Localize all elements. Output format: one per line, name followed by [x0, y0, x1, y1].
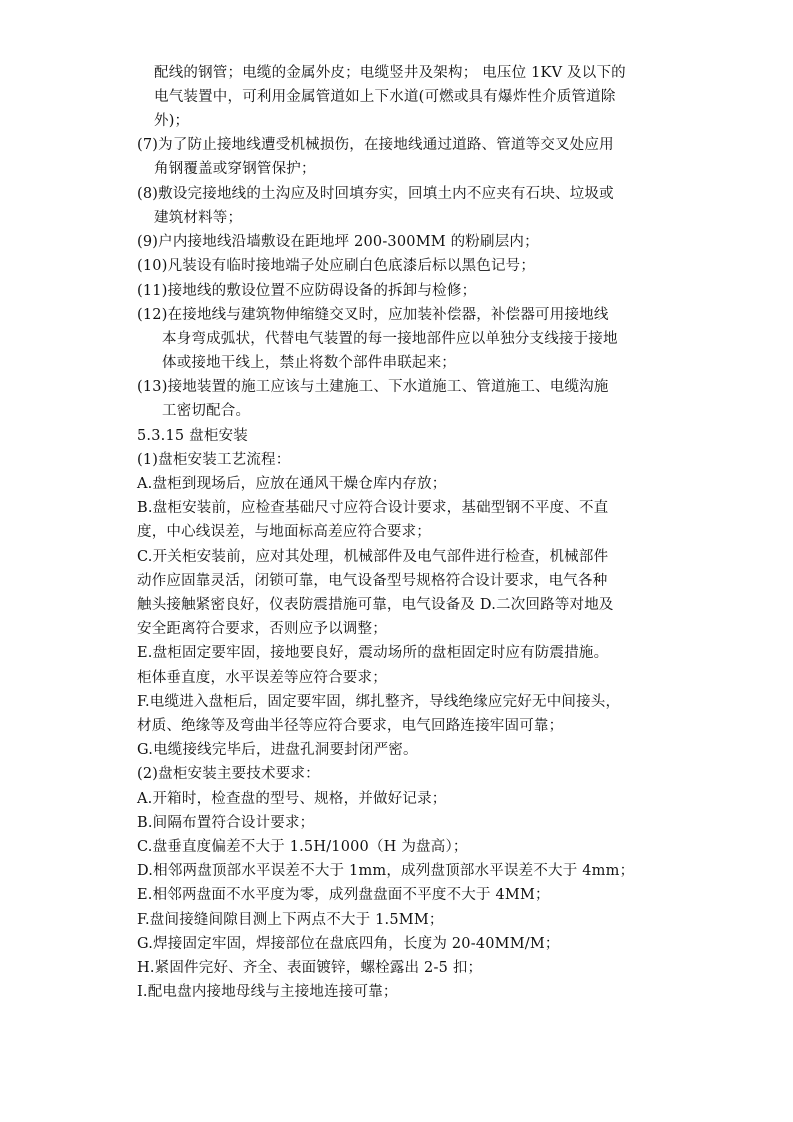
text-line: 角钢覆盖或穿钢管保护；: [154, 161, 316, 177]
text-line: E.相邻两盘面不水平度为零，成列盘盘面不平度不大于 4MM；: [137, 887, 550, 903]
text-line: C.开关柜安装前，应对其处理，机械部件及电气部件进行检查，机械部件: [137, 549, 609, 565]
text-line: H.紧固件完好、齐全、表面镀锌，螺栓露出 2-5 扣；: [137, 960, 483, 976]
text-line: A.开箱时，检查盘的型号、规格，并做好记录；: [137, 791, 447, 807]
text-line: (1)盘柜安装工艺流程：: [137, 452, 291, 468]
text-line: 安全距离符合要求，否则应予以调整；: [137, 621, 387, 637]
text-line: 体或接地干线上，禁止将数个部件串联起来；: [162, 355, 456, 371]
text-line: 配线的钢管；电缆的金属外皮；电缆竖井及架构； 电压位 1KV 及以下的: [154, 65, 626, 81]
text-line: (9)户内接地线沿墙敷设在距地坪 200-300MM 的粉刷层内；: [137, 234, 539, 250]
text-line: B.间隔布置符合设计要求；: [137, 815, 315, 831]
text-line: 电气装置中，可利用金属管道如上下水道(可燃或具有爆炸性介质管道除: [154, 89, 616, 105]
text-line: E.盘柜固定要牢固，接地要良好，震动场所的盘柜固定时应有防震措施。: [137, 645, 609, 661]
section-heading: 5.3.15 盘柜安装: [137, 428, 248, 444]
text-line: F.电缆进入盘柜后，固定要牢固，绑扎整齐，导线绝缘应完好无中间接头，: [137, 694, 621, 710]
text-line: D.相邻两盘顶部水平误差不大于 1mm，成列盘顶部水平误差不大于 4mm；: [137, 863, 635, 879]
text-line: (10)凡装设有临时接地端子处应刷白色底漆后标以黑色记号；: [137, 258, 536, 274]
text-line: (13)接地装置的施工应该与土建施工、下水道施工、管道施工、电缆沟施: [137, 379, 609, 395]
text-line: 材质、绝缘等及弯曲半径等应符合要求，电气回路连接牢固可靠；: [137, 718, 564, 734]
text-line: 本身弯成弧状，代替电气装置的每一接地部件应以单独分支线接于接地: [162, 331, 618, 347]
text-line: (7)为了防止接地线遭受机械损伤，在接地线通过道路、管道等交叉处应用: [137, 137, 614, 153]
text-line: 动作应固靠灵活，闭锁可靠，电气设备型号规格符合设计要求，电气各种: [137, 573, 608, 589]
text-line: G.电缆接线完毕后，进盘孔洞要封闭严密。: [137, 742, 418, 758]
text-line: (2)盘柜安装主要技术要求：: [137, 766, 320, 782]
text-line: (8)敷设完接地线的土沟应及时回填夯实，回填土内不应夹有石块、垃圾或: [137, 186, 614, 202]
text-line: B.盘柜安装前，应检查基础尺寸应符合设计要求，基础型钢不平度、不直: [137, 500, 609, 516]
text-line: C.盘垂直度偏差不大于 1.5H/1000（H 为盘高）；: [137, 839, 468, 855]
text-line: 触头接触紧密良好，仪表防震措施可靠，电气设备及 D.二次回路等对地及: [137, 597, 614, 613]
text-line: (12)在接地线与建筑物伸缩缝交叉时，应加装补偿器，补偿器可用接地线: [137, 307, 609, 323]
text-line: 度，中心线误差，与地面标高差应符合要求；: [137, 524, 431, 540]
text-line: A.盘柜到现场后，应放在通风干燥仓库内存放；: [137, 476, 447, 492]
text-line: F.盘间接缝间隙目测上下两点不大于 1.5MM；: [137, 912, 444, 928]
text-line: 建筑材料等；: [154, 210, 243, 226]
text-line: 工密切配合。: [162, 403, 251, 419]
text-line: I.配电盘内接地母线与主接地连接可靠；: [137, 984, 398, 1000]
text-line: (11)接地线的敷设位置不应防碍设备的拆卸与检修；: [137, 283, 477, 299]
text-line: 外)；: [154, 113, 190, 129]
text-line: 柜体垂直度，水平误差等应符合要求；: [137, 670, 387, 686]
text-line: G.焊接固定牢固，焊接部位在盘底四角，长度为 20-40MM/M；: [137, 936, 560, 952]
